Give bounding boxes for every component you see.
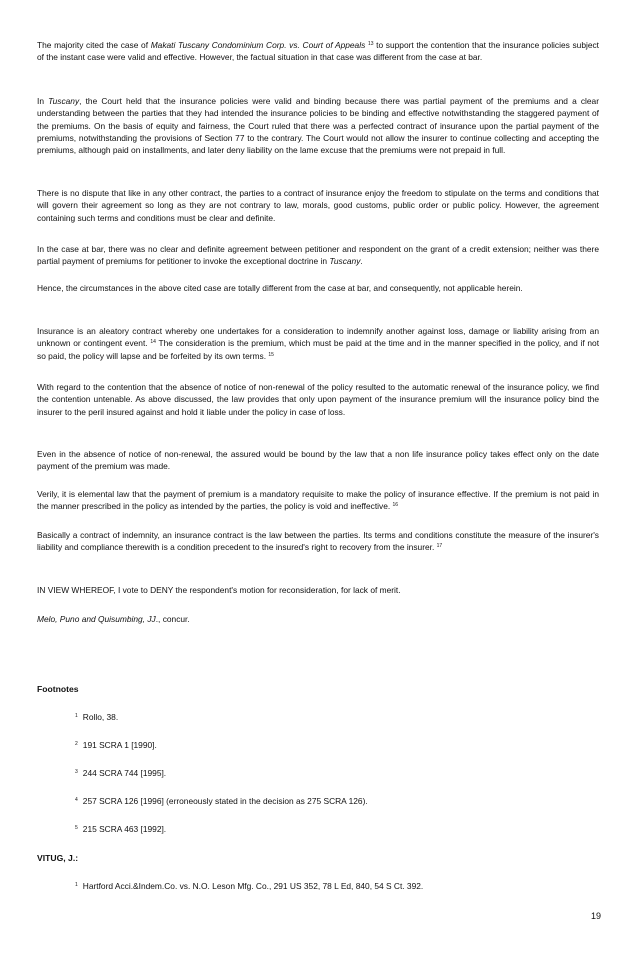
footnote-item: $^4$ 257 SCRA 126 [1996] (erroneously stated in the decision as 275 SCRA 126). [75,796,368,806]
case-name: Tuscany [329,256,361,267]
footnote-ref: 16 [392,502,399,509]
footnote-number: 1 [75,882,78,888]
footnote-ref: 13 [367,41,374,47]
footnote-number: 5 [75,825,78,831]
paragraph-circumstances-different: Hence, the circumstances in the above cited case are totally different from the case at bar, and consequently, not applicable herein. [37,283,523,293]
footnote-item: $^2$ 191 SCRA 1 [1990]. [75,740,157,750]
footnote-number: 3 [75,769,78,775]
paragraph-aleatory-contract: Insurance is an aleatory contract whereby one undertakes for a consideration to indemnify another against loss, damage or liability arising from an unknown or contingent event. $^{14}$ The consideration is the premium, which must be paid at the time and in the manner specified in the policy, and if not so paid, the policy will lapse and be forfeited by its own terms. $^{15}$ [37,326,600,361]
justice-names: Melo, Puno and Quisumbing, JJ [37,614,156,624]
footnotes-heading: Footnotes [37,684,79,694]
paragraph-tuscany-holding: In Tuscany, the Court held that the insurance policies were valid and binding because there was partial payment of the premiums and a clear understanding between the parties that they had intended the insurance policies to be binding and effective notwithstanding the staggered payment of the premiums. On the basis of equity and fairness, the Court ruled that there was a perfected contract of insurance upon the partial payment of the premiums, notwithstanding the provisions of Section 77 to the contrary. The Court would not allow the insurer to continue collecting and accepting the premiums, although paid on installments, and later deny liability on the lame excuse that the premiums were not prepaid in full. [37,96,599,156]
paragraph-contract-of-indemnity: Basically a contract of indemnity, an insurance contract is the law between the parties. Its terms and conditions constitute the measure of the insurer's liability and compliance therewith is a condition precedent to the insured's right to recovery from the insurer. $^{17}$ [37,530,599,553]
paragraph-disposition: IN VIEW WHEREOF, I vote to DENY the respondent's motion for reconsideration, for lack of merit. [37,585,401,595]
case-name: Tuscany [48,96,80,106]
footnote-number: 2 [75,741,78,747]
paragraph-concurrence: Melo, Puno and Quisumbing, JJ., concur. [37,614,190,624]
footnote-item: $^3$ 244 SCRA 744 [1995]. [75,768,167,778]
paragraph-absence-of-notice: Even in the absence of notice of non-renewal, the assured would be bound by the law that a non life insurance policy takes effect only on the date payment of the premium was made. [37,449,599,472]
footnote-item: $^5$ 215 SCRA 463 [1992]. [75,824,167,834]
paragraph-elemental-law: Verily, it is elemental law that the payment of premium is a mandatory requisite to make the policy of insurance effective. If the premium is not paid in the manner prescribed in the policy as intended by the parties, the policy is void and ineffective. $^{16}$ [37,489,599,512]
paragraph-non-renewal-contention: With regard to the contention that the absence of notice of non-renewal of the policy resulted to the automatic renewal of the insurance policy, we find the contention untenable. As above discussed, the law provides that only upon payment of the insurance premium will the insurance policy bind the insurer to the peril insured against and hold it liable under the policy in case of loss. [37,382,599,417]
footnote-ref: 15 [268,351,274,358]
paragraph-case-at-bar: In the case at bar, there was no clear and definite agreement between petitioner and respondent on the grant of a credit extension; neither was there partial payment of premiums for petitioner to invoke the exceptional doctrine in Tuscany. [37,244,599,267]
footnote-ref: 14 [150,339,156,346]
paragraph-tuscany-citation: The majority cited the case of Makati Tuscany Condominium Corp. vs. Court of Appeals $^{13}$ to support the contention that the insurance policies subject of the instant case were valid and effective. However, the factual situation in that case was different from the case at bar. [37,40,600,63]
footnote-ref: 17 [436,543,443,550]
footnote-item: $^1$ Hartford Acci.&Indem.Co. vs. N.O. Leson Mfg. Co., 291 US 352, 78 L Ed, 840, 54 S Ct. 392. [75,881,424,891]
footnote-number: 4 [75,797,78,803]
footnote-number: 1 [75,713,78,719]
footnote-item: $^1$ Rollo, 38. [75,712,119,722]
vitug-heading: VITUG, J.: [37,853,79,863]
case-name: Makati Tuscany Condominium Corp. vs. Court of Appeals [150,40,366,50]
page-number: 19 [591,911,602,921]
paragraph-freedom-to-stipulate: There is no dispute that like in any other contract, the parties to a contract of insurance enjoy the freedom to stipulate on the terms and conditions that will govern their agreement so long as they are not contrary to law, morals, good customs, public order or public policy. However, the agreement containing such terms and conditions must be clear and definite. [37,188,599,223]
